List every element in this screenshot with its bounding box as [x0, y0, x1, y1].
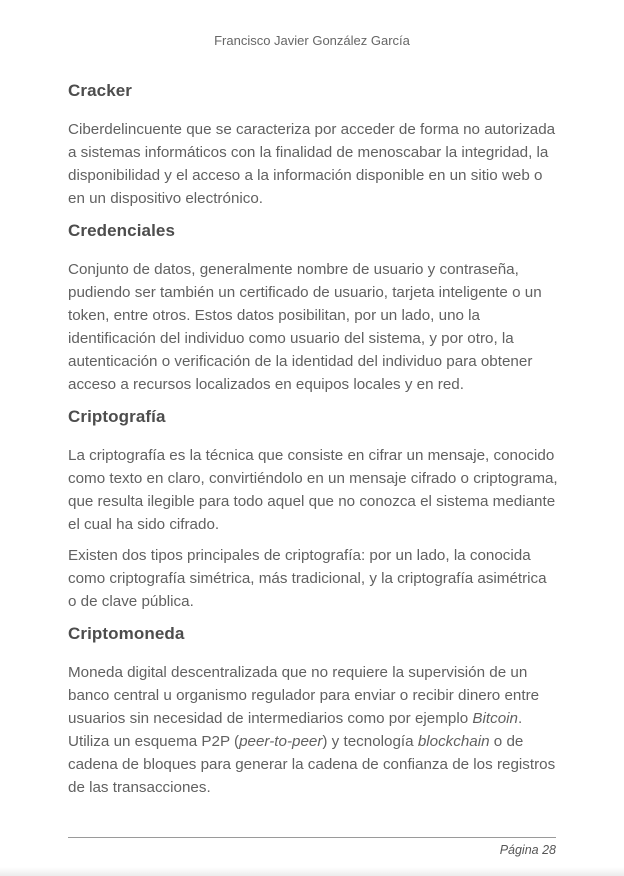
- page-number: Página 28: [499, 843, 556, 857]
- text-line: Moneda digital descentralizada que no requiere la supervisión de un: [68, 664, 528, 681]
- text-line: acceso a recursos localizados en equipos locales y en red.: [68, 376, 464, 393]
- section-heading-criptografia: Criptografía: [68, 407, 166, 426]
- paragraph: [68, 444, 556, 536]
- text-line: Conjunto de datos, generalmente nombre de usuario y contraseña,: [68, 261, 519, 278]
- text-line: de las transacciones.: [68, 779, 211, 796]
- text-line: identificación del individuo como usuario del sistema, y por otro, la: [68, 330, 514, 347]
- page-header-author: Francisco Javier González García: [214, 33, 410, 48]
- paragraph: [68, 118, 556, 210]
- text-line: Existen dos tipos principales de criptografía: por un lado, la conocida: [68, 547, 531, 564]
- text-line: que resulta ilegible para todo aquel que no conozca el sistema mediante: [68, 493, 556, 510]
- section-heading-credenciales: Credenciales: [68, 221, 176, 240]
- page-bottom-edge: [0, 867, 624, 876]
- text-line: pudiendo ser también un certificado de usuario, tarjeta inteligente o un: [68, 284, 542, 301]
- text-line: o de clave pública.: [68, 593, 194, 610]
- italic-term-blockchain: blockchain: [417, 733, 490, 750]
- section-heading-cracker: Cracker: [68, 81, 133, 100]
- text-line: disponibilidad y el acceso a la información disponible en un sitio web o: [68, 167, 543, 184]
- text-line: cadena de bloques para generar la cadena de confianza de los registros: [68, 756, 556, 773]
- italic-term-bitcoin: Bitcoin: [472, 710, 518, 727]
- page-footer: [68, 837, 556, 857]
- paragraph: [68, 661, 556, 799]
- text-line: La criptografía es la técnica que consiste en cifrar un mensaje, conocido: [68, 447, 555, 464]
- text-segment: Utiliza un esquema P2P (: [68, 733, 240, 750]
- text-segment: o de: [489, 733, 524, 750]
- text-line: [68, 707, 556, 730]
- text-line: autenticación o verificación de la identidad del individuo para obtener: [68, 353, 533, 370]
- text-segment: ) y tecnología: [322, 733, 418, 750]
- section-heading-criptomoneda: Criptomoneda: [68, 624, 185, 643]
- italic-term-peer-to-peer: peer-to-peer: [239, 733, 323, 750]
- text-segment: .: [517, 710, 523, 727]
- text-line: como criptografía simétrica, más tradicional, y la criptografía asimétrica: [68, 570, 547, 587]
- text-segment: usuarios sin necesidad de intermediarios como por ejemplo: [68, 710, 473, 727]
- text-line: Ciberdelincuente que se caracteriza por acceder de forma no autorizada: [68, 121, 556, 138]
- paragraph: [68, 258, 556, 396]
- paragraph: [68, 544, 556, 613]
- text-line: el cual ha sido cifrado.: [68, 516, 220, 533]
- text-line: banco central u organismo regulador para enviar o recibir dinero entre: [68, 687, 540, 704]
- text-line: a sistemas informáticos con la finalidad de menoscabar la integridad, la: [68, 144, 549, 161]
- text-line: [68, 730, 556, 753]
- text-line: en un dispositivo electrónico.: [68, 190, 264, 207]
- text-line: como texto en claro, convirtiéndolo en un mensaje cifrado o criptograma,: [68, 470, 558, 487]
- text-line: token, entre otros. Estos datos posibilitan, por un lado, uno la: [68, 307, 481, 324]
